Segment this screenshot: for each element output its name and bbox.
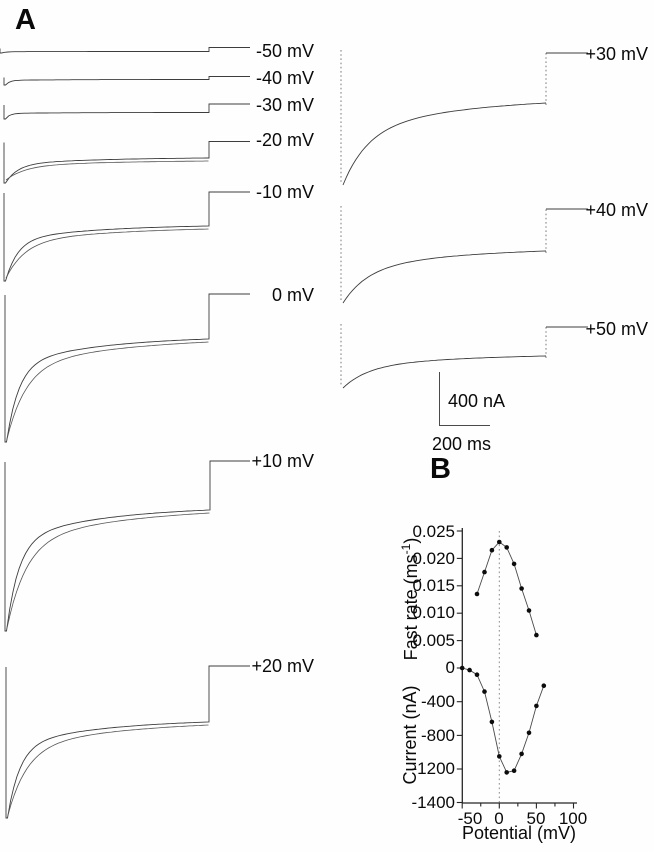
trace-neg-40-mv [4, 77, 250, 86]
trace-label-pos40: +40 mV [585, 200, 648, 220]
panel-a-label: A [15, 4, 36, 36]
trace-neg-30-mv [4, 104, 250, 119]
trace-neg-10-mv [4, 192, 250, 281]
fast-rate-point [534, 633, 539, 638]
trace-sweep2-pos20-mv [8, 725, 209, 815]
ytick-fast-0015: 0.015 [412, 576, 455, 595]
ytick-fast-0005: 0.005 [412, 631, 455, 650]
trace-sweep2-neg-10-mv [6, 229, 209, 278]
trace-label-pos50: +50 mV [585, 319, 648, 339]
fast-rate-point [527, 608, 532, 613]
fast-rate-point [490, 548, 495, 553]
trace-label-pos30: +30 mV [585, 44, 648, 64]
trace-label-neg30: -30 mV [255, 95, 314, 115]
xtick-100: 100 [558, 809, 588, 828]
fast-rate-point [504, 545, 509, 550]
current-point [490, 720, 495, 725]
current-point [482, 689, 487, 694]
fast-rate-point [497, 540, 502, 545]
fast-rate-point [519, 586, 524, 591]
ytick-fast-0010: 0.010 [412, 603, 455, 622]
fast-rate-point [512, 562, 517, 567]
fast-rate-axis-title: Fast rate $(ms^{-1})$ [399, 537, 421, 661]
scalebar-current-label: 400 nA [448, 391, 506, 411]
fast-rate-point [482, 570, 487, 575]
xtick-0: 0 [494, 809, 504, 828]
current-point [497, 754, 502, 759]
trace-label-pos10: +10 mV [251, 451, 314, 471]
current-point [504, 770, 509, 775]
scalebar-time-label: 200 ms [432, 434, 492, 454]
ytick-cur-1400: -1400 [411, 793, 455, 812]
ytick-fast-0025: 0.025 [412, 522, 455, 541]
trace-pos20-mv [6, 666, 250, 818]
current-point [512, 768, 517, 773]
trace-sweep2-0-mv [7, 342, 209, 439]
trace-label-neg40: -40 mV [255, 68, 314, 88]
potential-axis-title: Potential (mV) [461, 823, 577, 843]
current-axis-title: Current (nA) [400, 685, 420, 785]
trace-sweep2-pos10-mv [7, 513, 210, 628]
trace-label-0: 0 mV [271, 285, 314, 305]
trace-neg-50-mv [0, 48, 250, 54]
trace-0-mv [5, 294, 250, 442]
current-point [475, 672, 480, 677]
current-point [527, 731, 532, 736]
current-point [519, 752, 524, 757]
trace-label-neg20: -20 mV [255, 130, 314, 150]
current-point [460, 666, 465, 671]
trace-label-pos20: +20 mV [251, 656, 314, 676]
xtick-50: 50 [526, 809, 546, 828]
trace-pos10-mv [5, 461, 250, 631]
trace-label-neg50: -50 mV [255, 41, 314, 61]
trace-pos40-mv [343, 251, 546, 303]
trace-pos30-mv [343, 103, 546, 185]
fast-rate-series-line [477, 542, 536, 635]
trace-label-neg10: -10 mV [255, 182, 314, 202]
ytick-cur-1200: -1200 [411, 759, 455, 778]
ytick-fast-0020: 0.020 [412, 549, 455, 568]
current-point [542, 683, 547, 688]
current-point [534, 704, 539, 709]
xtick-neg50: -50 [457, 809, 483, 828]
ytick-zero: 0 [445, 658, 455, 677]
ytick-cur-800: -800 [420, 726, 455, 745]
panel-b-label: B [430, 453, 451, 485]
current-point [467, 668, 472, 673]
current-series-line [462, 668, 544, 772]
ytick-cur-400: -400 [420, 692, 455, 711]
trace-pos50-mv [343, 356, 546, 388]
fast-rate-point [475, 592, 480, 597]
